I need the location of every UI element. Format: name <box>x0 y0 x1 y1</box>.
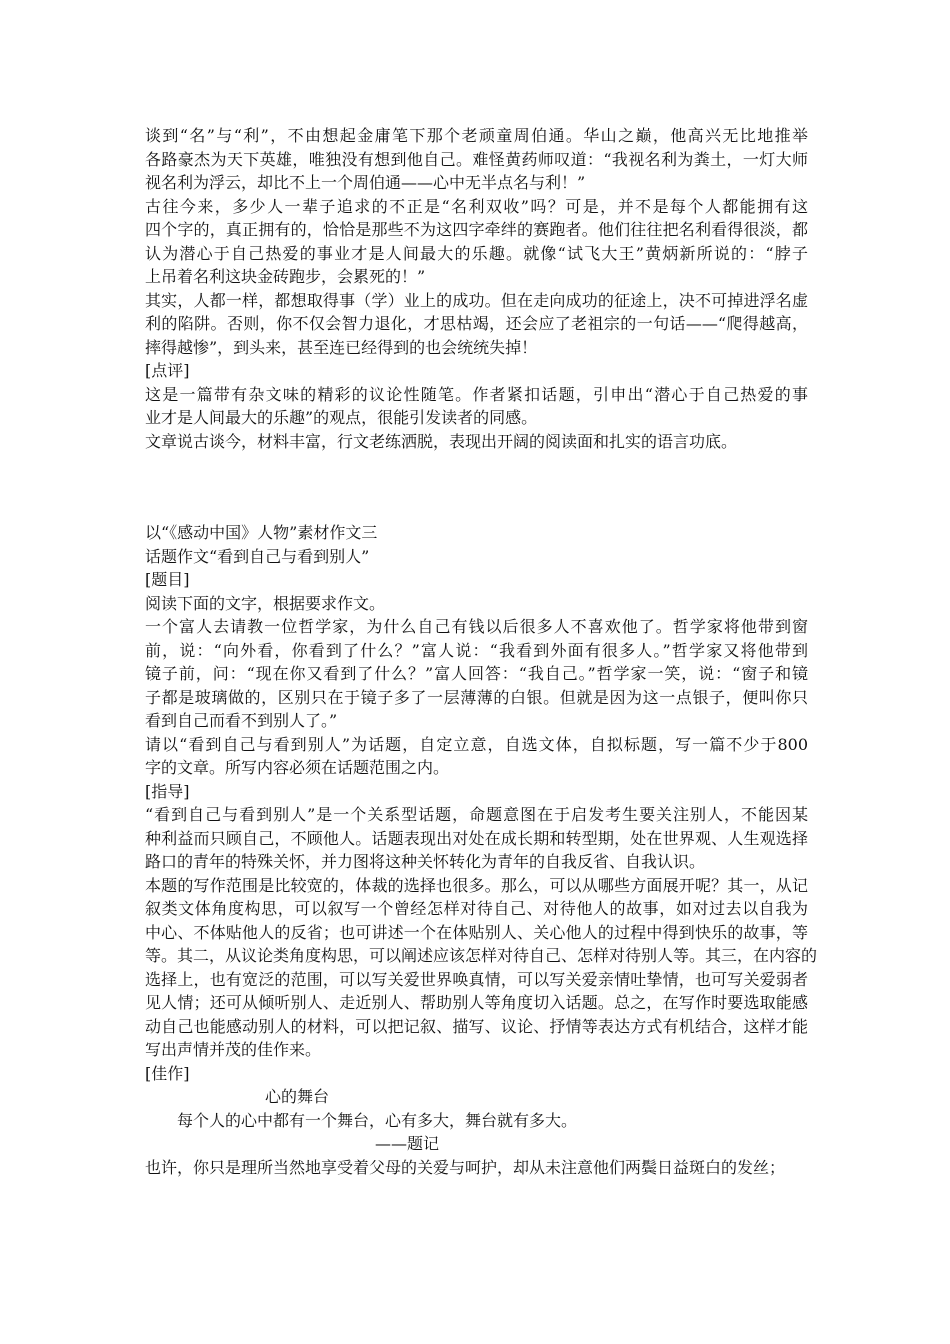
comment-line: 业才是人间最大的乐趣”的观点，很能引发读者的同感。 <box>145 408 538 427</box>
guide-line: 写出声情并茂的佳作来。 <box>145 1040 322 1059</box>
guide-line: 叙类文体角度构思，可以叙写一个曾经怎样对待自己、对待他人的故事，如对过去以自我为 <box>145 899 808 918</box>
essay-line: 四个字的，真正拥有的，恰恰是那些不为这四字牵绊的赛跑者。他们往往把名利看得很淡，都 <box>145 220 808 239</box>
comment-line: 文章说古谈今，材料丰富，行文老练洒脱，表现出开阔的阅读面和扎实的语言功底。 <box>145 431 738 451</box>
essay-first-line: 也许，你只是理所当然地享受着父母的关爱与呵护，却从未注意他们两鬓日益斑白的发丝； <box>145 1157 786 1177</box>
topic-section <box>145 521 818 1179</box>
work-title: 心的舞台 <box>265 1087 330 1106</box>
essay-body <box>145 124 808 453</box>
prompt-line: 子都是玻璃做的，区别只在于镜子多了一层薄薄的白银。但就是因为这一点银子，便叫你只 <box>145 687 808 707</box>
section-subtitle: 话题作文“看到自己与看到别人” <box>145 546 370 566</box>
essay-line: 利的陷阱。否则，你不仅会智力退化，才思枯竭，还会应了老祖宗的一句话——“爬得越高， <box>145 314 808 333</box>
prompt-line: 一个富人去请教一位哲学家，为什么自己有钱以后很多人不喜欢他了。哲学家将他带到窗 <box>145 617 808 636</box>
prompt-line: 字的文章。所写内容必须在话题范围之内。 <box>145 758 450 777</box>
guide-line: 见人情；还可从倾听别人、走近别人、帮助别人等角度切入话题。总之，在写作时要选取能感 <box>145 993 808 1012</box>
guide-line: 等。其二，从议论类角度构思，可以阐述应该怎样对待自己、怎样对待别人等。其三，在内容的 <box>145 946 818 965</box>
guide-line: 路口的青年的特殊关怀，并力图将这种关怀转化为青年的自我反省、自我认识。 <box>145 852 706 871</box>
guide-line: 选择上，也有宽泛的范围，可以写关爱世界唤真情，可以写关爱亲情吐挚情，也可写关爱弱者 <box>145 969 808 989</box>
guide-line: “看到自己与看到别人”是一个关系型话题，命题意图在于启发考生要关注别人，不能因某 <box>145 805 808 824</box>
comment-label: [点评] <box>145 361 190 380</box>
prompt-line: 看到自己而看不到别人了。” <box>145 711 338 730</box>
essay-line: 上吊着名利这块金砖跑步，会累死的！” <box>145 267 426 286</box>
essay-line: 谈到“名”与“利”，不由想起金庸笔下那个老顽童周伯通。华山之巅，他高兴无比地推举 <box>145 126 808 145</box>
guide-line: 本题的写作范围是比较宽的，体裁的选择也很多。那么，可以从哪些方面展开呢？其一，从记 <box>145 875 808 895</box>
essay-line: 古往今来，多少人一辈子追求的不正是“名利双收”吗？可是，并不是每个人都能拥有这 <box>145 196 808 216</box>
epigraph: 每个人的心中都有一个舞台，心有多大，舞台就有多大。 <box>177 1110 578 1130</box>
work-label: [佳作] <box>145 1063 190 1083</box>
guide-label: [指导] <box>145 781 190 801</box>
guide-line: 中心、不体贴他人的反省；也可讲述一个在体贴别人、关心他人的过程中得到快乐的故事，等 <box>145 922 808 942</box>
guide-line: 动自己也能感动别人的材料，可以把记叙、描写、议论、抒情等表达方式有机结合，这样才能 <box>145 1016 808 1036</box>
essay-line: 认为潜心于自己热爱的事业才是人间最大的乐趣。就像“试飞大王”黄炳新所说的：“脖子 <box>145 243 808 263</box>
comment-line: 这是一篇带有杂文味的精彩的议论性随笔。作者紧扣话题，引申出“潜心于自己热爱的事 <box>145 384 808 404</box>
prompt-label: [题目] <box>145 570 190 589</box>
essay-line: 其实，人都一样，都想取得事（学）业上的成功。但在走向成功的征途上，决不可掉进浮名虚 <box>145 290 808 310</box>
essay-line: 摔得越惨”，到头来，甚至连已经得到的也会统统失掉！ <box>145 337 538 357</box>
essay-line: 各路豪杰为天下英雄，唯独没有想到他自己。难怪黄药师叹道：“我视名利为粪土，一灯大师 <box>145 149 808 169</box>
section-title: 以“《感动中国》人物”素材作文三 <box>145 523 378 542</box>
prompt-line: 请以“看到自己与看到别人”为话题，自定立意，自选文体，自拟标题，写一篇不少于800 <box>145 734 808 754</box>
prompt-line: 前，说：“向外看，你看到了什么？”富人说：“我看到外面有很多人。”哲学家又将他带到 <box>145 640 808 660</box>
prompt-line: 镜子前，问：“现在你又看到了什么？”富人回答：“我自己。”哲学家一笑，说：“窗子和镜 <box>145 664 808 683</box>
epigraph-source: ——题记 <box>375 1134 440 1153</box>
prompt-line: 阅读下面的文字，根据要求作文。 <box>145 593 386 613</box>
essay-line: 视名利为浮云，却比不上一个周伯通——心中无半点名与利！” <box>145 173 586 192</box>
guide-line: 种利益而只顾自己，不顾他人。话题表现出对处在成长期和转型期，处在世界观、人生观选择 <box>145 828 808 848</box>
